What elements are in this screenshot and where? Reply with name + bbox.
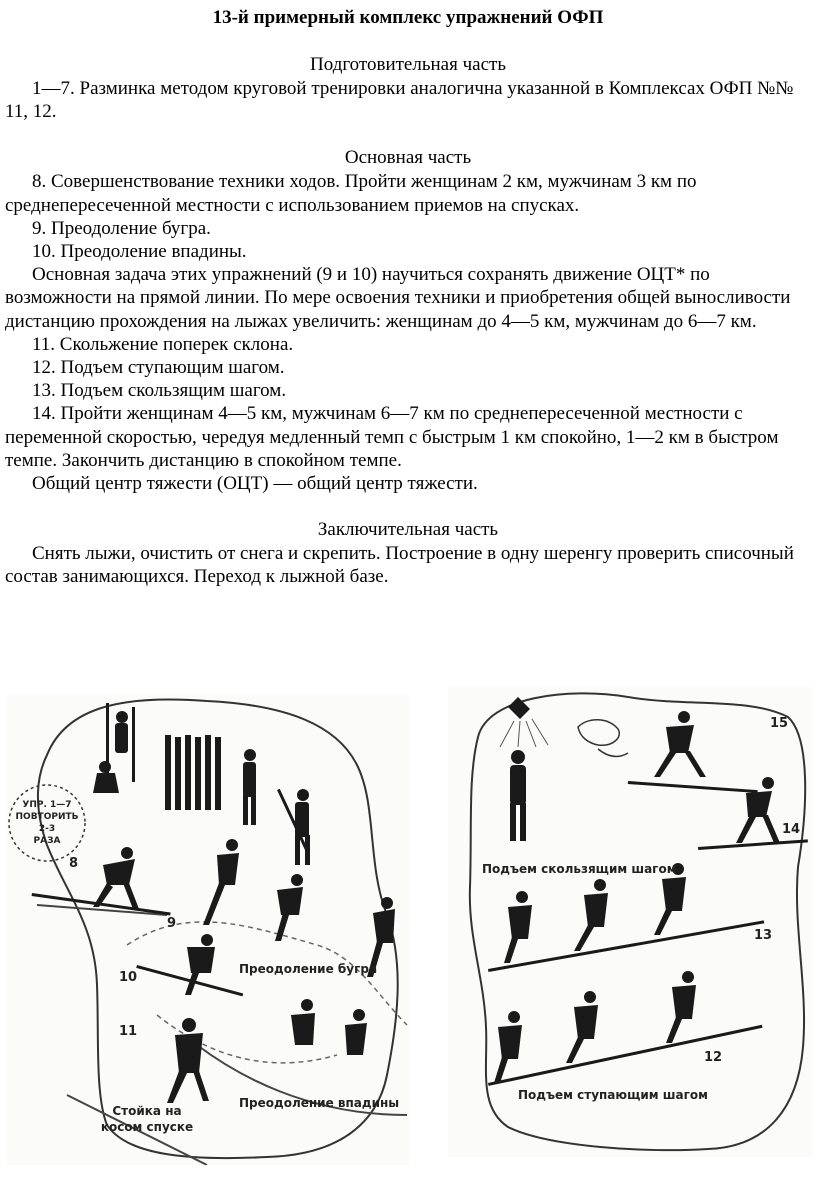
number-9: 9	[167, 916, 177, 931]
badge-line-4: РАЗА	[33, 836, 61, 846]
main-paragraph-task: Основная задача этих упражнений (9 и 10) научиться сохранять движение ОЦТ* по возможности на прямой линии. По мере освоения техники и приобретения общей выносливости дистанцию прохождения на лыжах увеличить: женщинам до 4—5 км, мужчинам до 6—7 км.	[5, 264, 791, 332]
number-8: 8	[69, 856, 79, 871]
final-paragraph: Снять лыжи, очистить от снега и скрепить. Построение в одну шеренгу проверить списочный состав занимающихся. Переход к лыжной базе.	[5, 543, 794, 588]
caption-hill: Преодоление бугра	[239, 962, 378, 976]
caption-stance-1: Стойка на	[112, 1104, 182, 1118]
number-12: 12	[704, 1050, 723, 1065]
page-title: 13-й примерный комплекс упражнений ОФП	[212, 7, 604, 28]
figure-right	[448, 687, 812, 1157]
document	[5, 0, 811, 589]
illustrations	[0, 683, 816, 1191]
main-paragraph-8: 8. Совершенствование техники ходов. Пройти женщинам 2 км, мужчинам 3 км по среднепересеченной местности с использованием приемов на спусках.	[5, 171, 697, 216]
main-paragraph-note: Общий центр тяжести (ОЦТ) — общий центр тяжести.	[32, 473, 478, 495]
final-heading: Заключительная часть	[317, 519, 499, 541]
number-11: 11	[119, 1024, 138, 1039]
prep-paragraph: 1—7. Разминка методом круговой тренировки аналогична указанной в Комплексах ОФП №№ 11, 12.	[5, 78, 794, 123]
main-paragraph-12: 12. Подъем ступающим шагом.	[32, 357, 285, 379]
badge-line-3: 2-3	[38, 824, 56, 834]
badge-line-1: УПР. 1—7	[22, 800, 72, 810]
main-paragraph-10: 10. Преодоление впадины.	[32, 241, 247, 263]
number-10: 10	[119, 970, 138, 985]
main-heading: Основная часть	[344, 147, 472, 169]
caption-hollow: Преодоление впадины	[239, 1096, 400, 1110]
caption-stance-2: косом спуске	[100, 1120, 194, 1134]
main-paragraph-14: 14. Пройти женщинам 4—5 км, мужчинам 6—7 км по среднепересеченной местности с переменной скоростью, чередуя медленный темп с быстрым 1 км спокойно, 1—2 км в быстром темпе. Закончить дистанцию в спокойном темпе.	[5, 403, 779, 471]
figure-left	[7, 695, 409, 1165]
number-15: 15	[770, 716, 789, 731]
number-13: 13	[754, 928, 773, 943]
caption-glide: Подъем скользящим шагом	[482, 862, 677, 876]
main-paragraph-13: 13. Подъем скользящим шагом.	[32, 380, 287, 402]
main-paragraph-11: 11. Скольжение поперек склона.	[32, 333, 294, 355]
badge-line-2: ПОВТОРИТЬ	[15, 812, 79, 822]
prep-heading: Подготовительная часть	[310, 54, 506, 75]
number-14: 14	[782, 822, 801, 837]
main-paragraph-9: 9. Преодоление бугра.	[32, 217, 211, 239]
figure-right-drawing	[448, 687, 812, 1157]
caption-step: Подъем ступающим шагом	[518, 1088, 708, 1102]
figure-left-drawing	[7, 695, 409, 1165]
